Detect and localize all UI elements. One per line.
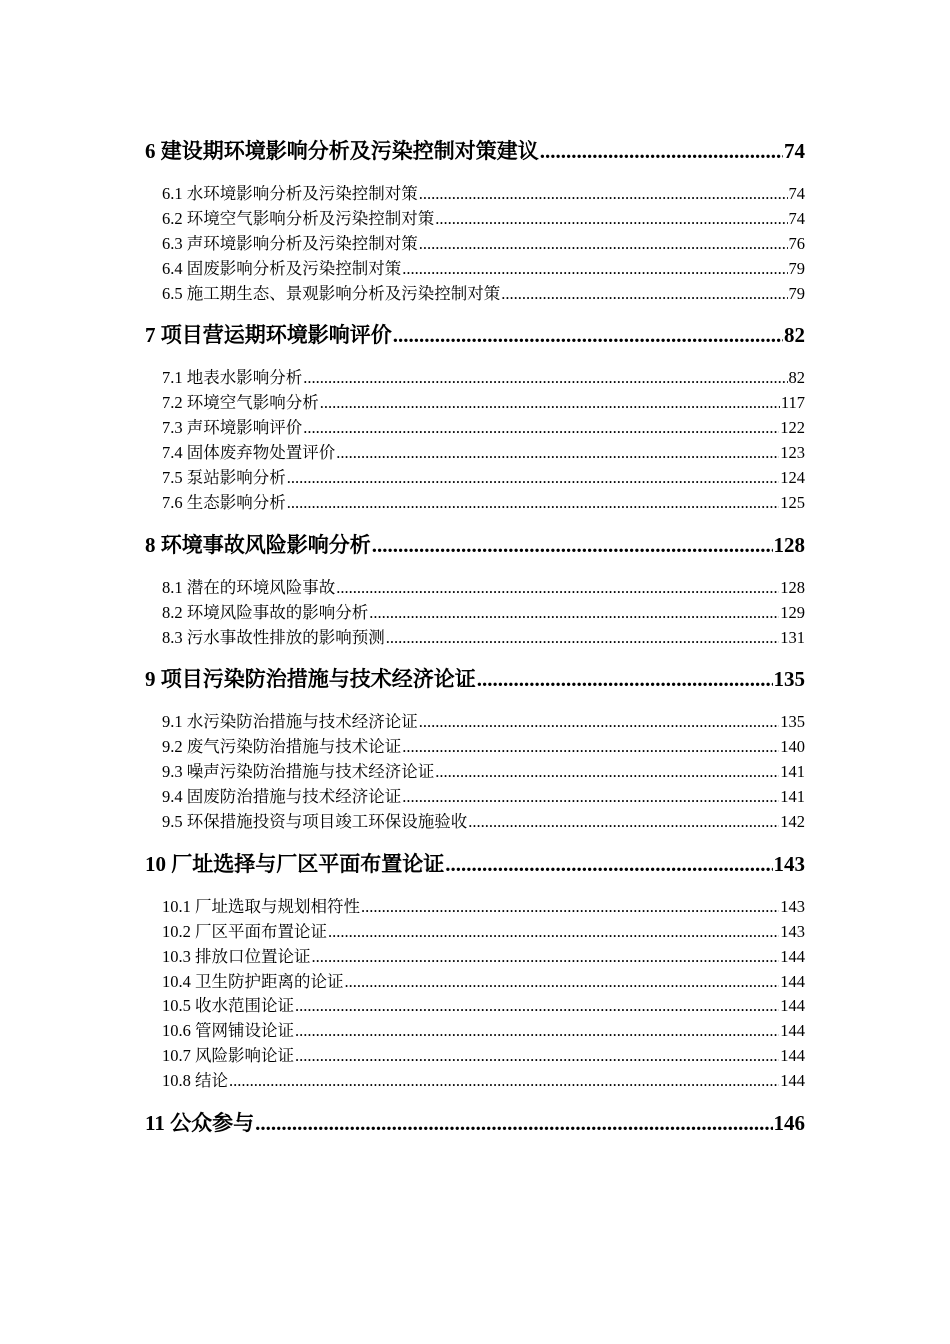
toc-dot-leader xyxy=(361,895,779,920)
toc-section-page-number: 144 xyxy=(780,1046,805,1066)
toc-chapter-block xyxy=(145,134,805,306)
toc-section-title: 6.2 环境空气影响分析及污染控制对策 xyxy=(162,208,435,228)
toc-section-entry[interactable] xyxy=(145,601,805,626)
toc-dot-leader xyxy=(393,318,783,352)
toc-dot-leader xyxy=(336,441,779,466)
toc-section-entry[interactable] xyxy=(145,1069,805,1094)
toc-dot-leader xyxy=(328,920,779,945)
toc-section-page-number: 141 xyxy=(780,787,805,807)
toc-section-entry[interactable] xyxy=(145,970,805,995)
toc-chapter-title: 6 建设期环境影响分析及污染控制对策建议 xyxy=(145,139,539,163)
toc-section-page-number: 79 xyxy=(788,258,805,278)
toc-dot-leader xyxy=(229,1069,779,1094)
toc-section-list xyxy=(145,710,805,834)
toc-section-title: 9.5 环保措施投资与项目竣工环保设施验收 xyxy=(162,812,468,832)
toc-section-page-number: 131 xyxy=(780,627,805,647)
toc-dot-leader xyxy=(468,810,779,835)
toc-section-title: 10.4 卫生防护距离的论证 xyxy=(162,971,344,991)
toc-dot-leader xyxy=(386,626,780,651)
toc-dot-leader xyxy=(345,970,780,995)
toc-section-page-number: 79 xyxy=(788,283,805,303)
toc-section-entry[interactable] xyxy=(145,920,805,945)
toc-dot-leader xyxy=(303,366,787,391)
toc-dot-leader xyxy=(287,491,780,516)
toc-section-entry[interactable] xyxy=(145,576,805,601)
toc-section-entry[interactable] xyxy=(145,282,805,307)
toc-section-entry[interactable] xyxy=(145,182,805,207)
toc-chapter-page-number: 135 xyxy=(773,667,805,692)
toc-chapter-entry[interactable] xyxy=(145,662,805,696)
toc-dot-leader xyxy=(303,416,779,441)
toc-dot-leader xyxy=(369,601,779,626)
toc-section-title: 10.1 厂址选取与规划相符性 xyxy=(162,896,360,916)
toc-section-entry[interactable] xyxy=(145,1044,805,1069)
toc-section-entry[interactable] xyxy=(145,466,805,491)
toc-chapter-page-number: 82 xyxy=(784,323,805,348)
toc-section-entry[interactable] xyxy=(145,366,805,391)
toc-section-page-number: 117 xyxy=(780,393,805,413)
toc-chapter-page-number: 74 xyxy=(784,139,805,163)
toc-section-title: 7.4 固体废弃物处置评价 xyxy=(162,443,336,463)
toc-section-entry[interactable] xyxy=(145,945,805,970)
toc-section-page-number: 141 xyxy=(780,762,805,782)
toc-section-title: 6.1 水环境影响分析及污染控制对策 xyxy=(162,184,418,203)
toc-section-entry[interactable] xyxy=(145,895,805,920)
toc-section-title: 10.6 管网铺设论证 xyxy=(162,1021,294,1041)
toc-chapter-block xyxy=(145,528,805,651)
toc-dot-leader xyxy=(295,1044,779,1069)
toc-dot-leader xyxy=(419,232,788,257)
toc-dot-leader xyxy=(287,466,780,491)
toc-section-list xyxy=(145,895,805,1094)
toc-dot-leader xyxy=(477,662,773,696)
toc-chapter-block xyxy=(145,662,805,834)
toc-section-page-number: 144 xyxy=(780,971,805,991)
toc-section-page-number: 123 xyxy=(780,443,805,463)
toc-section-page-number: 74 xyxy=(788,184,805,203)
toc-dot-leader xyxy=(445,847,772,881)
toc-dot-leader xyxy=(295,1019,779,1044)
toc-section-title: 8.2 环境风险事故的影响分析 xyxy=(162,602,369,622)
toc-section-entry[interactable] xyxy=(145,785,805,810)
toc-section-page-number: 76 xyxy=(788,233,805,253)
toc-section-title: 10.5 收水范围论证 xyxy=(162,996,294,1016)
toc-section-page-number: 144 xyxy=(780,946,805,966)
toc-section-entry[interactable] xyxy=(145,441,805,466)
toc-section-title: 6.5 施工期生态、景观影响分析及污染控制对策 xyxy=(162,283,501,303)
toc-section-title: 10.7 风险影响论证 xyxy=(162,1046,294,1066)
toc-section-title: 10.3 排放口位置论证 xyxy=(162,946,311,966)
toc-dot-leader xyxy=(540,134,783,168)
toc-section-title: 8.3 污水事故性排放的影响预测 xyxy=(162,627,385,647)
toc-section-title: 10.8 结论 xyxy=(162,1071,228,1091)
toc-section-page-number: 128 xyxy=(780,577,805,597)
toc-section-entry[interactable] xyxy=(145,391,805,416)
toc-dot-leader xyxy=(336,576,779,601)
toc-chapter-page-number: 146 xyxy=(773,1111,805,1136)
toc-section-title: 10.2 厂区平面布置论证 xyxy=(162,921,327,941)
toc-section-title: 8.1 潜在的环境风险事故 xyxy=(162,577,336,597)
toc-section-title: 7.3 声环境影响评价 xyxy=(162,418,303,438)
toc-chapter-block xyxy=(145,847,805,1094)
toc-section-entry[interactable] xyxy=(145,810,805,835)
toc-section-entry[interactable] xyxy=(145,232,805,257)
toc-section-entry[interactable] xyxy=(145,257,805,282)
toc-section-title: 7.6 生态影响分析 xyxy=(162,492,286,512)
toc-dot-leader xyxy=(419,182,788,207)
toc-section-list xyxy=(145,182,805,306)
toc-chapter-title: 8 环境事故风险影响分析 xyxy=(145,532,371,557)
toc-section-page-number: 82 xyxy=(788,368,805,388)
toc-section-entry[interactable] xyxy=(145,735,805,760)
toc-chapter-entry[interactable] xyxy=(145,528,805,562)
toc-section-page-number: 135 xyxy=(780,712,805,732)
toc-chapter-title: 7 项目营运期环境影响评价 xyxy=(145,323,392,348)
toc-section-entry[interactable] xyxy=(145,207,805,232)
toc-chapter-title: 10 厂址选择与厂区平面布置论证 xyxy=(145,851,445,876)
toc-chapter-entry[interactable] xyxy=(145,1106,805,1140)
toc-section-entry[interactable] xyxy=(145,1019,805,1044)
toc-dot-leader xyxy=(402,735,779,760)
toc-dot-leader xyxy=(419,710,780,735)
toc-section-title: 6.3 声环境影响分析及污染控制对策 xyxy=(162,233,418,253)
toc-section-page-number: 140 xyxy=(780,737,805,757)
toc-section-title: 7.5 泵站影响分析 xyxy=(162,468,286,488)
toc-section-page-number: 124 xyxy=(780,468,805,488)
toc-section-title: 9.1 水污染防治措施与技术经济论证 xyxy=(162,712,418,732)
toc-chapter-title: 11 公众参与 xyxy=(145,1111,255,1136)
toc-section-entry[interactable] xyxy=(145,994,805,1019)
toc-dot-leader xyxy=(312,945,780,970)
toc-dot-leader xyxy=(320,391,780,416)
toc-section-page-number: 144 xyxy=(780,996,805,1016)
toc-section-page-number: 143 xyxy=(780,896,805,916)
toc-chapter-entry[interactable] xyxy=(145,847,805,881)
toc-section-entry[interactable] xyxy=(145,710,805,735)
toc-dot-leader xyxy=(295,994,779,1019)
toc-section-page-number: 143 xyxy=(780,921,805,941)
toc-section-page-number: 74 xyxy=(788,208,805,228)
toc-section-entry[interactable] xyxy=(145,491,805,516)
toc-section-page-number: 144 xyxy=(780,1021,805,1041)
toc-chapter-page-number: 143 xyxy=(773,851,805,876)
toc-section-page-number: 125 xyxy=(780,492,805,512)
toc-dot-leader xyxy=(255,1106,772,1140)
toc-section-list xyxy=(145,576,805,651)
toc-chapter-block xyxy=(145,318,805,515)
toc-dot-leader xyxy=(372,528,773,562)
toc-dot-leader xyxy=(435,207,787,232)
toc-section-list xyxy=(145,366,805,515)
toc-section-title: 7.2 环境空气影响分析 xyxy=(162,393,319,413)
toc-section-title: 9.3 噪声污染防治措施与技术经济论证 xyxy=(162,762,435,782)
toc-section-title: 6.4 固废影响分析及污染控制对策 xyxy=(162,258,402,278)
toc-dot-leader xyxy=(435,760,779,785)
toc-section-page-number: 129 xyxy=(780,602,805,622)
toc-section-page-number: 142 xyxy=(780,812,805,832)
toc-chapter-title: 9 项目污染防治措施与技术经济论证 xyxy=(145,667,476,692)
toc-section-page-number: 144 xyxy=(780,1071,805,1091)
toc-section-entry[interactable] xyxy=(145,760,805,785)
toc-dot-leader xyxy=(501,282,787,307)
toc-section-page-number: 122 xyxy=(780,418,805,438)
toc-chapter-block xyxy=(145,1106,805,1140)
toc-dot-leader xyxy=(402,257,787,282)
toc-chapter-entry[interactable] xyxy=(145,134,805,168)
toc-section-title: 9.2 废气污染防治措施与技术论证 xyxy=(162,737,402,757)
toc-section-title: 9.4 固废防治措施与技术经济论证 xyxy=(162,787,402,807)
toc-section-entry[interactable] xyxy=(145,626,805,651)
toc-section-entry[interactable] xyxy=(145,416,805,441)
toc-chapter-entry[interactable] xyxy=(145,318,805,352)
toc-dot-leader xyxy=(402,785,779,810)
toc-chapter-page-number: 128 xyxy=(773,532,805,557)
table-of-contents xyxy=(145,134,805,1140)
toc-section-title: 7.1 地表水影响分析 xyxy=(162,368,303,388)
